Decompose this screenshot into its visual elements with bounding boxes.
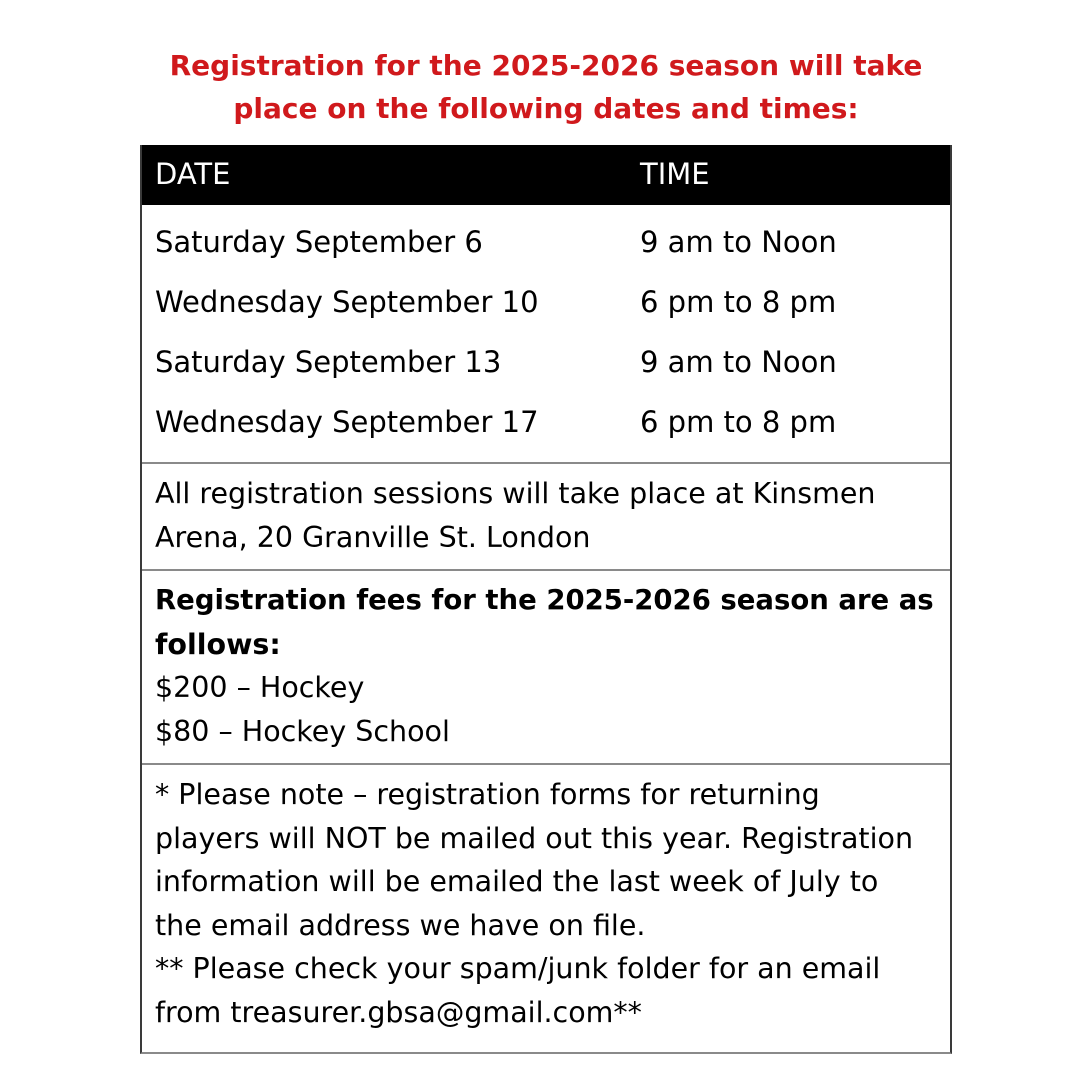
- table-row: [142, 275, 950, 335]
- row-date: Wednesday September 17: [155, 405, 539, 439]
- table-row: [142, 215, 950, 275]
- row-time: 6 pm to 8 pm: [640, 405, 837, 439]
- row-time: 9 am to Noon: [640, 225, 837, 259]
- note-line: ** Please check your spam/junk folder for an email: [155, 952, 881, 985]
- fees-heading-line-1: Registration fees for the 2025-2026 season are as: [155, 584, 934, 616]
- fees-section: [142, 569, 950, 763]
- table-row: [142, 395, 950, 455]
- registration-info-table: [140, 145, 952, 1054]
- time-column-header: TIME: [640, 157, 710, 191]
- fee-item-hockey: $200 – Hockey: [155, 671, 365, 704]
- table-header: [142, 145, 950, 205]
- location-line-1: All registration sessions will take place at Kinsmen: [155, 477, 876, 510]
- note-line: from treasurer.gbsa@gmail.com**: [155, 995, 642, 1029]
- fee-item-hockey-school: $80 – Hockey School: [155, 714, 450, 748]
- schedule-rows: [142, 205, 950, 462]
- headline-line-1: Registration for the 2025-2026 season will take: [169, 49, 923, 82]
- row-date: Saturday September 6: [155, 225, 483, 259]
- registration-headline: [140, 44, 952, 130]
- note-line: information will be emailed the last week of July to: [155, 865, 879, 898]
- location-line-2: Arena, 20 Granville St. London: [155, 520, 591, 554]
- fees-heading-line-2: follows:: [155, 627, 281, 661]
- table-row: [142, 335, 950, 395]
- row-time: 9 am to Noon: [640, 345, 837, 379]
- row-date: Saturday September 13: [155, 345, 502, 379]
- note-line: the email address we have on file.: [155, 908, 646, 942]
- headline-line-2: place on the following dates and times:: [233, 92, 859, 125]
- note-line: * Please note – registration forms for returning: [155, 778, 820, 811]
- note-line: players will NOT be mailed out this year. Registration: [155, 821, 914, 855]
- row-date: Wednesday September 10: [155, 285, 539, 319]
- date-column-header: DATE: [155, 157, 231, 191]
- note-section: [142, 763, 950, 1052]
- row-time: 6 pm to 8 pm: [640, 285, 837, 319]
- location-section: [142, 462, 950, 569]
